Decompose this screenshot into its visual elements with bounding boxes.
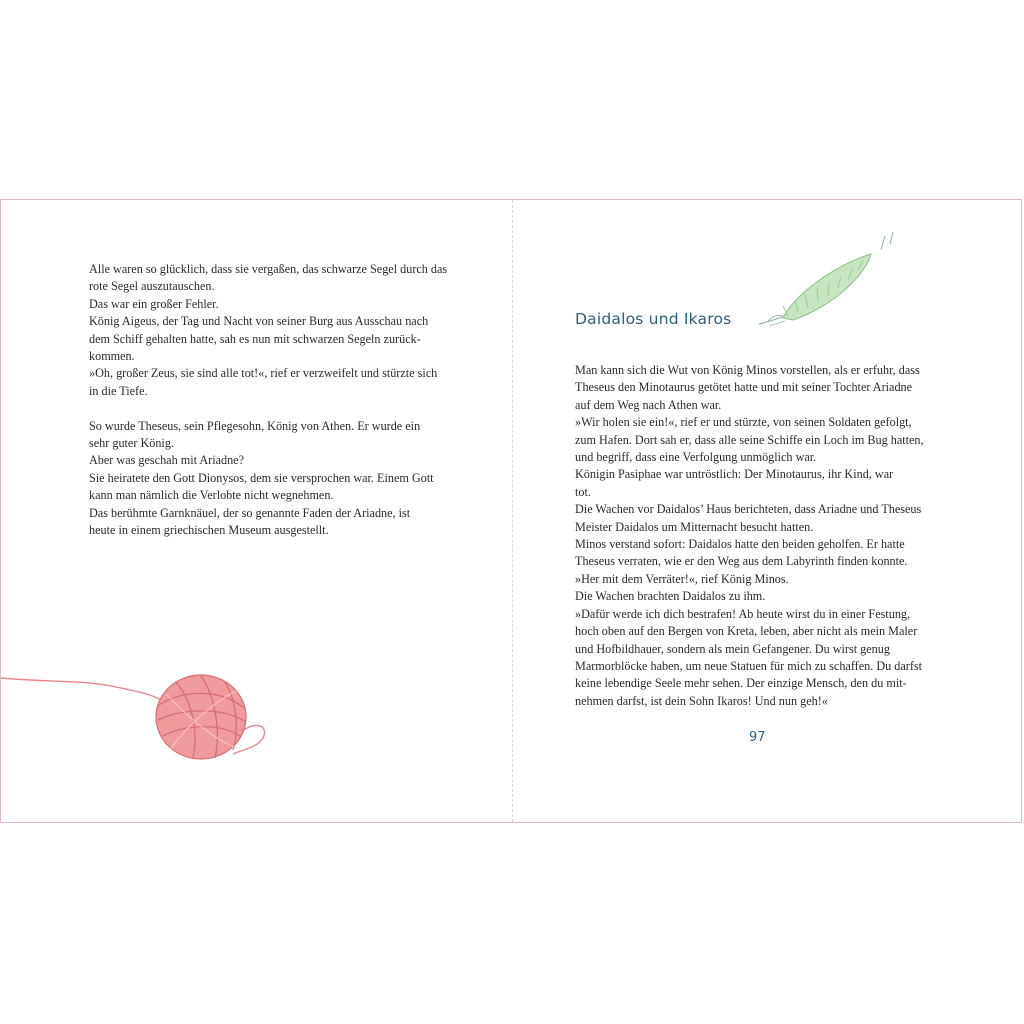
text-line: »Dafür werde ich dich bestrafen! Ab heute wirst du in einer Festung,	[575, 606, 911, 621]
book-spread	[0, 199, 1022, 823]
text-line: »Her mit dem Verräter!«, rief König Minos.	[575, 571, 789, 586]
page-number: 97	[749, 730, 766, 745]
text-line: »Oh, großer Zeus, sie sind alle tot!«, rief er verzweifelt und stürzte sich	[89, 366, 438, 381]
text-line: kann man nämlich die Verlobte nicht wegnehmen.	[89, 488, 334, 503]
text-line: Meister Daidalos um Mitternacht besucht hatten.	[575, 519, 814, 534]
text-line: rote Segel auszutauschen.	[89, 279, 215, 294]
text-line: heute in einem griechischen Museum ausgestellt.	[89, 523, 329, 538]
text-line: Minos verstand sofort: Daidalos hatte den beiden geholfen. Er hatte	[575, 537, 905, 552]
text-line: Theseus verraten, wie er den Weg aus dem Labyrinth finden konnte.	[575, 554, 908, 569]
text-line: auf dem Weg nach Athen war.	[575, 397, 722, 412]
text-line: dem Schiff gehalten hatte, sah es nun mit schwarzen Segeln zurück-	[89, 331, 421, 346]
text-line: Aber was geschah mit Ariadne?	[89, 453, 244, 468]
text-line: Theseus den Minotaurus getötet hatte und mit seiner Tochter Ariadne	[575, 380, 913, 395]
text-line: »Wir holen sie ein!«, rief er und stürzte, von seinen Soldaten gefolgt,	[575, 415, 912, 430]
text-line: keine lebendige Seele mehr sehen. Der einzige Mensch, den du mit-	[575, 676, 907, 691]
text-line: König Aigeus, der Tag und Nacht von seiner Burg aus Ausschau nach	[89, 314, 429, 329]
text-line: hoch oben auf den Bergen von Kreta, leben, aber nicht als mein Maler	[575, 624, 918, 639]
text-line: Marmorblöcke haben, um neue Statuen für mich zu schaffen. Du darfst	[575, 658, 923, 673]
text-line: und begriff, dass eine Verfolgung unmöglich war.	[575, 450, 817, 465]
text-line: Man kann sich die Wut von König Minos vorstellen, als er erfuhr, dass	[575, 363, 920, 377]
chapter-heading: Daidalos und Ikaros	[575, 310, 732, 328]
text-line: kommen.	[89, 349, 135, 364]
left-page	[1, 200, 512, 822]
left-page-text	[89, 261, 447, 539]
text-line: nehmen darfst, ist dein Sohn Ikaros! Und nun geh!«	[575, 693, 828, 708]
text-line: zum Hafen. Dort sah er, dass alle seine Schiffe ein Loch im Bug hatten,	[575, 432, 924, 447]
text-line: und Hofbildhauer, sondern als mein Gefangener. Du wirst genug	[575, 641, 890, 656]
text-line: Die Wachen brachten Daidalos zu ihm.	[575, 589, 766, 604]
right-page	[513, 200, 1023, 822]
text-line: Sie heiratete den Gott Dionysos, dem sie versprochen war. Einem Gott	[89, 470, 434, 485]
text-line: Königin Pasiphae war untröstlich: Der Minotaurus, ihr Kind, war	[575, 467, 894, 482]
right-page-text	[575, 362, 924, 710]
text-line: Alle waren so glücklich, dass sie vergaßen, das schwarze Segel durch das	[89, 262, 448, 276]
yarn-ball-icon	[1, 660, 281, 770]
text-line: in die Tiefe.	[89, 383, 148, 398]
text-line: Das war ein großer Fehler.	[89, 296, 219, 311]
text-line: tot.	[575, 484, 591, 499]
text-line: So wurde Theseus, sein Pflegesohn, König von Athen. Er wurde ein	[89, 418, 421, 433]
text-line: Die Wachen vor Daidalos’ Haus berichteten, dass Ariadne und Theseus	[575, 502, 922, 517]
feather-icon	[753, 226, 913, 336]
text-line: sehr guter König.	[89, 436, 174, 451]
text-line: Das berühmte Garnknäuel, der so genannte Faden der Ariadne, ist	[89, 505, 411, 520]
